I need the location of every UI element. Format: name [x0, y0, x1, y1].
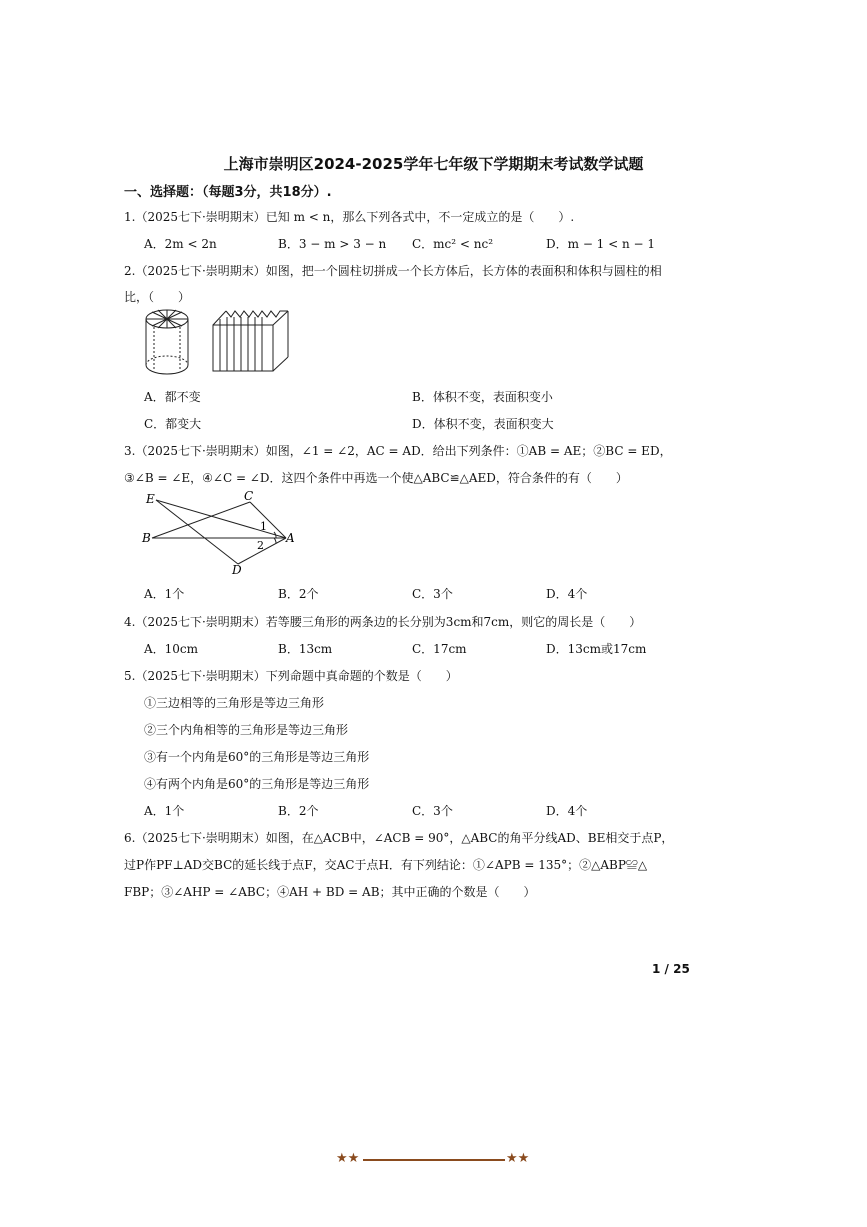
- page-title: 上海市崇明区2024-2025学年七年级下学期期末考试数学试题: [223, 155, 644, 173]
- label-a: A: [286, 531, 295, 545]
- question-5-option-d: D．4个: [546, 804, 588, 818]
- question-4-option-c: C．17cm: [412, 642, 467, 656]
- question-2-option-a: A．都不变: [144, 390, 201, 404]
- question-2-stem-line1: 2.（2025七下·崇明期末）如图，把一个圆柱切拼成一个长方体后，长方体的表面积和体积与圆柱的相: [124, 264, 662, 278]
- footer-stars-left-icon: ★★: [336, 1151, 360, 1166]
- question-3-option-a: A．1个: [144, 587, 185, 601]
- question-5-item-3: ③有一个内角是60°的三角形是等边三角形: [144, 750, 370, 764]
- label-e: E: [146, 492, 155, 506]
- footer-stars-right-icon: ★★: [506, 1151, 530, 1166]
- question-5-item-2: ②三个内角相等的三角形是等边三角形: [144, 723, 349, 737]
- question-4-stem: 4.（2025七下·崇明期末）若等腰三角形的两条边的长分别为3cm和7cm，则它的周长是（ ）: [124, 615, 642, 629]
- question-5-option-b: B．2个: [278, 804, 319, 818]
- segment-bc: [152, 502, 250, 538]
- label-angle-1: 1: [260, 520, 267, 533]
- cylinder-figure: [146, 310, 188, 374]
- question-5-option-c: C．3个: [412, 804, 453, 818]
- question-2-stem-line2: 比，（ ）: [124, 290, 191, 304]
- question-1-option-a: A．2m < 2n: [144, 237, 217, 251]
- question-5-item-1: ①三边相等的三角形是等边三角形: [144, 696, 325, 710]
- label-b: B: [142, 531, 151, 545]
- cuboid-figure: [213, 311, 288, 371]
- question-4-option-b: B．13cm: [278, 642, 333, 656]
- label-angle-2: 2: [257, 539, 264, 552]
- question-3-stem-line1: 3.（2025七下·崇明期末）如图，∠1 = ∠2，AC = AD．给出下列条件：①AB = AE；②BC = ED，: [124, 444, 672, 458]
- question-1-option-d: D．m − 1 < n − 1: [546, 237, 656, 251]
- question-2-option-c: C．都变大: [144, 417, 202, 431]
- question-3-option-b: B．2个: [278, 587, 319, 601]
- question-4-option-a: A．10cm: [144, 642, 199, 656]
- question-5-item-4: ④有两个内角是60°的三角形是等边三角形: [144, 777, 370, 791]
- question-1-stem: 1.（2025七下·崇明期末）已知 m < n，那么下列各式中，不一定成立的是（ ）.: [124, 210, 575, 224]
- question-5-stem: 5.（2025七下·崇明期末）下列命题中真命题的个数是（ ）: [124, 669, 458, 683]
- question-2-option-d: D．体积不变，表面积变大: [412, 417, 554, 431]
- footer-divider: [363, 1159, 505, 1161]
- question-6-line1: 6.（2025七下·崇明期末）如图，在△ACB中，∠ACB = 90°，△ABC的角平分线AD、BE相交于点P，: [124, 831, 674, 845]
- question-6-line2: 过P作PF⊥AD交BC的延长线于点F，交AC于点H．有下列结论：①∠APB = 135°；②△ABP≌△: [124, 858, 648, 872]
- question-3-option-d: D．4个: [546, 587, 588, 601]
- section-heading: 一、选择题：（每题3分，共18分）.: [124, 185, 332, 200]
- cylinder-to-cuboid-figure: [140, 305, 300, 377]
- label-c: C: [244, 489, 254, 503]
- question-6-line3: FBP；③∠AHP = ∠ABC；④AH + BD = AB；其中正确的个数是（ ）: [124, 885, 536, 899]
- label-d: D: [232, 563, 242, 577]
- question-3-stem-line2: ③∠B = ∠E，④∠C = ∠D．这四个条件中再选一个使△ABC≌△AED，符合条件的有（ ）: [124, 471, 628, 485]
- question-3-option-c: C．3个: [412, 587, 453, 601]
- question-1-option-c: C．mc² < nc²: [412, 237, 494, 251]
- question-5-option-a: A．1个: [144, 804, 185, 818]
- question-2-option-b: B．体积不变，表面积变小: [412, 390, 553, 404]
- page-number: 1 / 25: [652, 962, 690, 976]
- triangle-congruence-figure: [140, 488, 300, 578]
- question-4-option-d: D．13cm或17cm: [546, 642, 647, 656]
- question-1-option-b: B．3 − m > 3 − n: [278, 237, 387, 251]
